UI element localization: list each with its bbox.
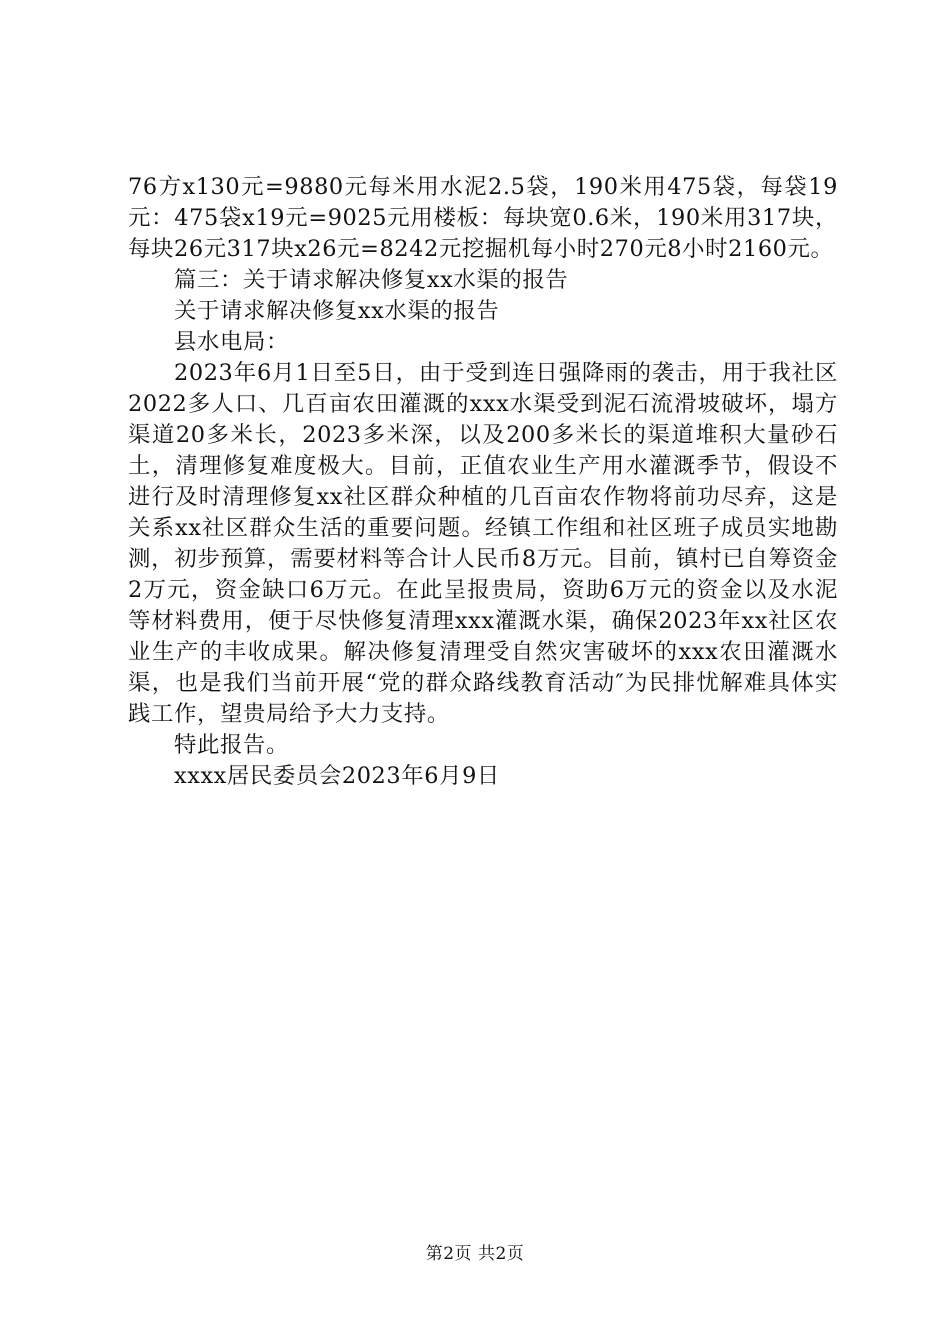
closing-line: 特此报告。 (174, 732, 289, 758)
report-title: 关于请求解决修复xx水渠的报告 (174, 298, 500, 324)
document-body (128, 172, 838, 792)
signature-line: xxxx居民委员会2023年6月9日 (174, 763, 500, 789)
addressee: 县水电局： (174, 329, 289, 355)
report-body-paragraph: 2023年6月1日至5日，由于受到连日强降雨的袭击，用于我社区2022多人口、几百亩农田灌溉的xxx水渠受到泥石流滑坡破坏，塌方渠道20多米长，2023多米深，以及200多米长的渠道堆积大量砂石土，清理修复难度极大。目前，正值农业生产用水灌溉季节，假设不进行及时清理修复xx社区群众种植的几百亩农作物将前功尽弃，这是关系xx社区群众生活的重要问题。经镇工作组和社区班子成员实地勘测，初步预算，需要材料等合计人民币8万元。目前，镇村已自筹资金2万元，资金缺口6万元。在此呈报贵局，资助6万元的资金以及水泥等材料费用，便于尽快修复清理xxx灌溉水渠，确保2023年xx社区农业生产的丰收成果。解决修复清理受自然灾害破坏的xxx农田灌溉水渠，也是我们当前开展“党的群众路线教育活动″为民排忧解难具体实践工作，望贵局给予大力支持。 (128, 360, 838, 727)
section-heading: 篇三：关于请求解决修复xx水渠的报告 (174, 267, 569, 293)
page-number-footer: 第2页 共2页 (425, 1244, 525, 1264)
cost-calculation-paragraph: 76方x130元=9880元每米用水泥2.5袋，190米用475袋，每袋19元：475袋x19元=9025元用楼板：每块宽0.6米，190米用317块，每块26元317块x26元=8242元挖掘机每小时270元8小时2160元。 (128, 174, 838, 262)
